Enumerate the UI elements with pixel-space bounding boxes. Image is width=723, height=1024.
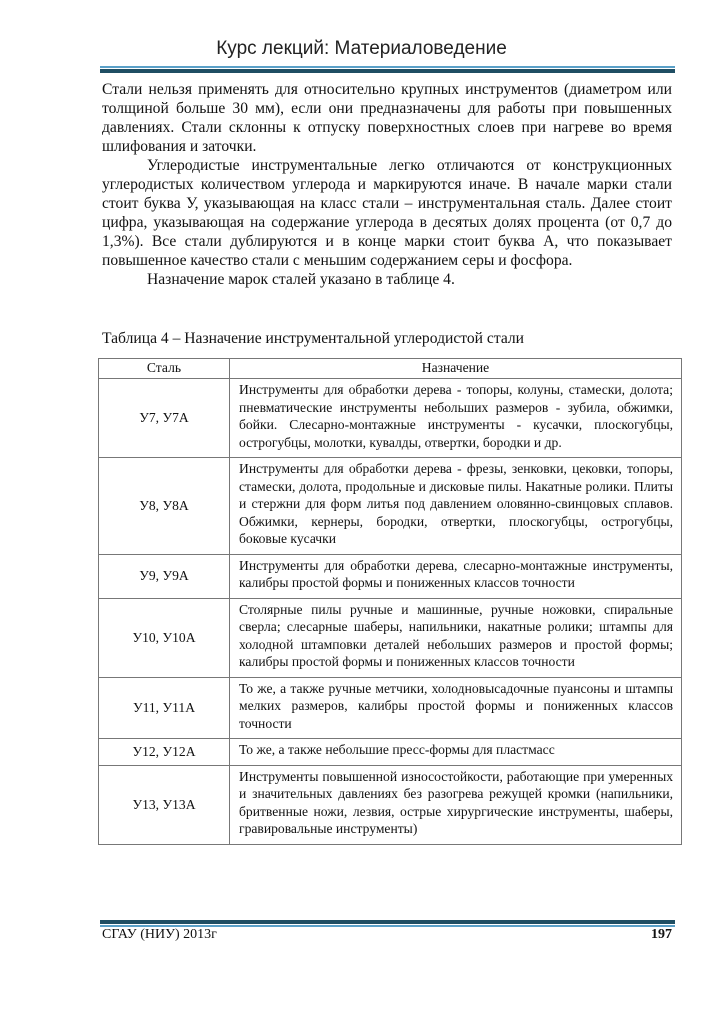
- table-caption: Таблица 4 – Назначение инструментальной углеродистой стали: [102, 330, 525, 347]
- table-row: [99, 379, 682, 458]
- purpose-cell: То же, а также ручные метчики, холодновысадочные пуансоны и штампы мелких размеров, калибры простой формы и пониженных классов точности: [230, 677, 682, 739]
- steel-grade-cell: У8, У8А: [99, 458, 230, 555]
- purpose-cell: Инструменты для обработки дерева, слесарно-монтажные инструменты, калибры простой формы и пониженных классов точности: [230, 554, 682, 598]
- purpose-cell: Инструменты повышенной износостойкости, работающие при умеренных и значительных давлениях без разогрева режущей кромки (напильники, бритвенные ножи, лезвия, острые хирургические инструменты, шаберы, гравировальные инструменты): [230, 765, 682, 844]
- steel-grade-cell: У7, У7А: [99, 379, 230, 458]
- footer-rule: [100, 920, 675, 927]
- steel-grade-cell: У12, У12А: [99, 739, 230, 766]
- header-rule: [100, 66, 675, 73]
- steel-grade-cell: У9, У9А: [99, 554, 230, 598]
- purpose-cell: Инструменты для обработки дерева - топоры, колуны, стамески, долота; пневматические инструменты небольших размеров - зубила, обжимки, бойки. Слесарно-монтажные инструменты - кусачки, плоскогубцы, острогубцы, молотки, кувалды, отвертки, бородки и др.: [230, 379, 682, 458]
- table-row: [99, 739, 682, 766]
- table-row: [99, 598, 682, 677]
- body-text: [102, 80, 672, 289]
- steel-grade-cell: У10, У10А: [99, 598, 230, 677]
- purpose-cell: То же, а также небольшие пресс-формы для пластмасс: [230, 739, 682, 766]
- footer-institution: СГАУ (НИУ) 2013г: [102, 927, 217, 942]
- paragraph: Назначение марок сталей указано в таблице 4.: [147, 271, 455, 288]
- table-row: [99, 765, 682, 844]
- purpose-cell: Инструменты для обработки дерева - фрезы, зенковки, цековки, топоры, стамески, долота, продольные и дисковые пилы. Накатные ролики. Плиты и стержни для форм литья под давлением оловянно-свинцовых сплавов. Обжимки, кернеры, бородки, отвертки, плоскогубцы, острогубцы, боковые кусачки: [230, 458, 682, 555]
- table-row: [99, 677, 682, 739]
- table-row: [99, 554, 682, 598]
- steel-table: [98, 358, 682, 845]
- steel-grade-cell: У13, У13А: [99, 765, 230, 844]
- purpose-cell: Столярные пилы ручные и машинные, ручные ножовки, спиральные сверла; слесарные шаберы, напильники, накатные ролики; штампы для холодной штамповки деталей небольших размеров и простой формы; калибры простой формы и пониженных классов точности: [230, 598, 682, 677]
- paragraph: Углеродистые инструментальные легко отличаются от конструкционных углеродистых количеством углерода и маркируются иначе. В начале марки стали стоит буква У, указывающая на класс стали – инструментальная сталь. Далее стоит цифра, указывающая на содержание углерода в десятых долях процента (от 0,7 до 1,3%). Все стали дублируются и в конце марки стоит буква А, что показывает повышенное качество стали с меньшим содержанием серы и фосфора.: [102, 157, 672, 269]
- page-header-title: Курс лекций: Материаловедение: [216, 38, 507, 59]
- paragraph: Стали нельзя применять для относительно крупных инструментов (диаметром или толщиной больше 30 мм), если они предназначены для работы при повышенных давлениях. Стали склонны к отпуску поверхностных слоев при нагреве во время шлифования и заточки.: [102, 81, 672, 155]
- table-row: [99, 458, 682, 555]
- page-number: 197: [651, 927, 672, 942]
- column-header-steel: Сталь: [99, 359, 230, 379]
- column-header-purpose: Назначение: [230, 359, 682, 379]
- steel-grade-cell: У11, У11А: [99, 677, 230, 739]
